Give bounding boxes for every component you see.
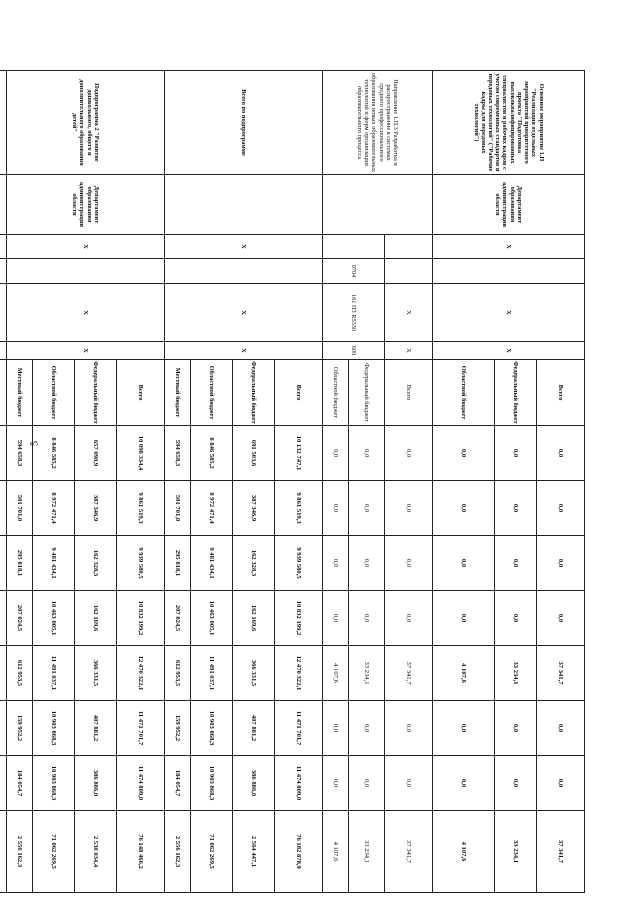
amount-cell: 10 463 005,1 — [191, 591, 233, 646]
amount-cell — [0, 646, 7, 701]
amount-cell: 2 564 447,1 — [233, 811, 275, 893]
csr-code-cell — [0, 284, 7, 342]
funding-source-cell: Областной бюджет — [323, 360, 349, 426]
amount-cell: 184 054,7 — [7, 756, 33, 811]
funding-source-cell: Всего — [537, 360, 585, 426]
event-name-cell — [0, 71, 7, 175]
amount-cell: 657 090,9 — [75, 426, 117, 481]
amount-cell: 0,0 — [495, 701, 537, 756]
amount-cell: 407 881,2 — [233, 701, 275, 756]
budget-table — [0, 70, 585, 893]
responsible-cell: Департамент образования администрации области — [7, 175, 165, 235]
amount-cell: 386 886,0 — [233, 756, 275, 811]
page-number: 5 — [29, 441, 41, 446]
amount-cell: 9 861 519,3 — [275, 481, 323, 536]
amount-cell: 9 939 580,5 — [117, 536, 165, 591]
amount-cell: 407 881,2 — [75, 701, 117, 756]
amount-cell: 0,0 — [537, 536, 585, 591]
amount-cell: 0,0 — [385, 756, 433, 811]
amount-cell: 10 832 199,2 — [117, 591, 165, 646]
vr-code-cell: X — [165, 342, 323, 360]
amount-cell: 0,0 — [349, 426, 385, 481]
funding-source-cell: Областной бюджет — [33, 360, 75, 426]
amount-cell: 366 331,5 — [233, 646, 275, 701]
amount-cell: 594 658,3 — [7, 426, 33, 481]
amount-cell: 0,0 — [433, 426, 495, 481]
csr-code-cell: X — [385, 284, 433, 342]
amount-cell: 0,0 — [537, 591, 585, 646]
amount-cell — [0, 426, 7, 481]
amount-cell: 386 886,0 — [75, 756, 117, 811]
responsible-cell — [0, 175, 7, 235]
amount-cell: 0,0 — [495, 536, 537, 591]
funding-source-cell: Федеральный бюджет — [349, 360, 385, 426]
amount-cell — [0, 701, 7, 756]
amount-cell: 159 952,2 — [165, 701, 191, 756]
amount-cell: 8 972 471,4 — [33, 481, 75, 536]
amount-cell: 0,0 — [495, 481, 537, 536]
amount-cell: 0,0 — [323, 426, 349, 481]
amount-cell: 33 234,1 — [349, 646, 385, 701]
amount-cell: 0,0 — [495, 591, 537, 646]
event-name-cell: Направление 1.П.3 Разработка и распространение в системах среднего профессионального образования новых образовательных технологий и форм организации образовательного процесса — [323, 71, 433, 175]
vr-code-cell — [0, 342, 7, 360]
amount-cell: 162 169,6 — [233, 591, 275, 646]
amount-cell: 0,0 — [433, 536, 495, 591]
amount-cell: 0,0 — [385, 426, 433, 481]
funding-source-cell: Всего — [385, 360, 433, 426]
amount-cell — [0, 756, 7, 811]
amount-cell: 76 148 466,2 — [117, 811, 165, 893]
amount-cell: 10 903 868,3 — [191, 701, 233, 756]
amount-cell: 8 846 585,2 — [191, 426, 233, 481]
event-name-cell: Подпрограмма 2 "Развитие дошкольного, общего и дополнительного образования детей" — [7, 71, 165, 175]
amount-cell: 9 939 580,5 — [275, 536, 323, 591]
amount-cell: 0,0 — [349, 701, 385, 756]
amount-cell: 0,0 — [385, 591, 433, 646]
amount-cell: 162 169,6 — [75, 591, 117, 646]
amount-cell: 10 463 005,1 — [33, 591, 75, 646]
amount-cell: 612 953,5 — [165, 646, 191, 701]
amount-cell: 0,0 — [495, 426, 537, 481]
amount-cell: 11 491 037,1 — [191, 646, 233, 701]
funding-source-cell: Федеральный бюджет — [495, 360, 537, 426]
amount-cell: 0,0 — [385, 481, 433, 536]
funding-source-cell: Всего — [275, 360, 323, 426]
csr-code-cell: X — [433, 284, 585, 342]
amount-cell: 612 953,5 — [7, 646, 33, 701]
amount-cell: 71 062 269,5 — [191, 811, 233, 893]
amount-cell: 0,0 — [495, 756, 537, 811]
rzpr-code-cell — [7, 259, 165, 284]
amount-cell: 11 491 037,1 — [33, 646, 75, 701]
funding-source-cell: Областной бюджет — [191, 360, 233, 426]
event-name-cell: Всего по подпрограмме — [165, 71, 323, 175]
amount-cell: 76 182 878,9 — [275, 811, 323, 893]
amount-cell: 8 846 585,2 — [33, 426, 75, 481]
table-row — [385, 71, 433, 893]
amount-cell — [0, 481, 7, 536]
amount-cell: 366 331,5 — [75, 646, 117, 701]
amount-cell: 10 098 334,4 — [117, 426, 165, 481]
csr-code-cell: X — [165, 284, 323, 342]
amount-cell: 2 530 034,4 — [75, 811, 117, 893]
amount-cell: 0,0 — [537, 426, 585, 481]
amount-cell: 691 503,6 — [233, 426, 275, 481]
amount-cell: 9 481 434,1 — [191, 536, 233, 591]
amount-cell: 0,0 — [433, 481, 495, 536]
amount-cell: 162 328,3 — [75, 536, 117, 591]
amount-cell: 4 107,6 — [433, 646, 495, 701]
funding-source-cell: Всего — [117, 360, 165, 426]
grbs-code-cell: X — [433, 235, 585, 259]
amount-cell: 71 062 269,5 — [33, 811, 75, 893]
amount-cell: 0,0 — [323, 756, 349, 811]
amount-cell: 2 556 162,3 — [165, 811, 191, 893]
amount-cell: 0,0 — [433, 756, 495, 811]
grbs-code-cell: X — [7, 235, 165, 259]
table-row — [275, 71, 323, 893]
amount-cell: 0,0 — [323, 591, 349, 646]
vr-code-cell: X — [433, 342, 585, 360]
amount-cell: 12 470 322,1 — [117, 646, 165, 701]
rotated-table-container — [16, 70, 585, 892]
amount-cell: 0,0 — [349, 481, 385, 536]
rzpr-code-cell — [385, 259, 433, 284]
funding-source-cell: Областной бюджет — [433, 360, 495, 426]
rzpr-code-cell — [433, 259, 585, 284]
amount-cell: 37 341,7 — [385, 811, 433, 893]
amount-cell: 37 341,7 — [385, 646, 433, 701]
amount-cell: 10 903 868,3 — [33, 756, 75, 811]
amount-cell — [0, 591, 7, 646]
amount-cell: 0,0 — [349, 536, 385, 591]
table-row — [117, 71, 165, 893]
amount-cell: 12 470 322,1 — [275, 646, 323, 701]
amount-cell: 33 234,1 — [349, 811, 385, 893]
amount-cell: 10 832 199,2 — [275, 591, 323, 646]
vr-code-cell: X — [7, 342, 165, 360]
amount-cell: 295 818,1 — [7, 536, 33, 591]
rzpr-code-cell — [0, 259, 7, 284]
amount-cell: 11 471 701,7 — [275, 701, 323, 756]
rzpr-code-cell — [165, 259, 323, 284]
amount-cell: 10 903 868,3 — [33, 701, 75, 756]
amount-cell: 207 024,5 — [7, 591, 33, 646]
rzpr-code-cell: 0704 — [323, 259, 385, 284]
event-name-cell: Основное мероприятие 1.П "Реализация отдельных мероприятий приоритетного проекта "Подготовка высококвалифицированных специалистов и рабочих кадров с учетом современных стандартов и передовых технологий" ("Рабочие кадры для передовых технологий") — [433, 71, 585, 175]
amount-cell: 33 234,1 — [495, 646, 537, 701]
amount-cell: 0,0 — [323, 536, 349, 591]
amount-cell: 9 861 519,3 — [117, 481, 165, 536]
amount-cell: 501 701,0 — [165, 481, 191, 536]
table-row — [537, 71, 585, 893]
table-row — [0, 71, 7, 893]
grbs-code-cell — [323, 235, 385, 259]
responsible-cell — [323, 175, 433, 235]
amount-cell: 0,0 — [433, 701, 495, 756]
amount-cell: 0,0 — [433, 591, 495, 646]
amount-cell: 4 107,6 — [323, 646, 349, 701]
amount-cell: 387 346,9 — [233, 481, 275, 536]
vr-code-cell: 600 — [323, 342, 385, 360]
amount-cell: 295 818,1 — [165, 536, 191, 591]
amount-cell: 387 346,9 — [75, 481, 117, 536]
vr-code-cell: X — [385, 342, 433, 360]
amount-cell: 0,0 — [537, 756, 585, 811]
amount-cell: 10 132 747,1 — [275, 426, 323, 481]
csr-code-cell: X — [7, 284, 165, 342]
amount-cell: 10 903 868,3 — [191, 756, 233, 811]
amount-cell — [0, 536, 7, 591]
amount-cell: 594 658,3 — [165, 426, 191, 481]
amount-cell: 11 474 809,0 — [117, 756, 165, 811]
funding-source-cell: Местный бюджет — [7, 360, 33, 426]
amount-cell: 0,0 — [323, 481, 349, 536]
grbs-code-cell — [0, 235, 7, 259]
amount-cell: 37 341,7 — [537, 811, 585, 893]
amount-cell: 0,0 — [537, 701, 585, 756]
amount-cell: 37 341,7 — [537, 646, 585, 701]
amount-cell: 184 054,7 — [165, 756, 191, 811]
csr-code-cell: 161 П3 R5330 — [323, 284, 385, 342]
funding-source-cell: Федеральный бюджет — [233, 360, 275, 426]
amount-cell: 4 107,6 — [323, 811, 349, 893]
table-body — [0, 71, 585, 893]
amount-cell: 0,0 — [537, 481, 585, 536]
amount-cell: 33 234,1 — [495, 811, 537, 893]
amount-cell: 0,0 — [385, 536, 433, 591]
funding-source-cell: Местный бюджет — [165, 360, 191, 426]
amount-cell — [0, 811, 7, 893]
amount-cell: 501 701,0 — [7, 481, 33, 536]
amount-cell: 8 972 471,4 — [191, 481, 233, 536]
amount-cell: 159 952,2 — [7, 701, 33, 756]
grbs-code-cell: X — [165, 235, 323, 259]
amount-cell: 207 024,5 — [165, 591, 191, 646]
amount-cell: 4 107,6 — [433, 811, 495, 893]
responsible-cell — [165, 175, 323, 235]
amount-cell: 2 556 162,3 — [7, 811, 33, 893]
amount-cell: 0,0 — [349, 591, 385, 646]
amount-cell: 162 328,3 — [233, 536, 275, 591]
amount-cell: 0,0 — [385, 701, 433, 756]
responsible-cell: Департамент образования администрации области — [433, 175, 585, 235]
funding-source-cell — [0, 360, 7, 426]
amount-cell: 11 474 809,0 — [275, 756, 323, 811]
amount-cell: 0,0 — [323, 701, 349, 756]
amount-cell: 9 481 434,1 — [33, 536, 75, 591]
funding-source-cell: Федеральный бюджет — [75, 360, 117, 426]
grbs-code-cell — [385, 235, 433, 259]
amount-cell: 11 471 701,7 — [117, 701, 165, 756]
amount-cell: 0,0 — [349, 756, 385, 811]
